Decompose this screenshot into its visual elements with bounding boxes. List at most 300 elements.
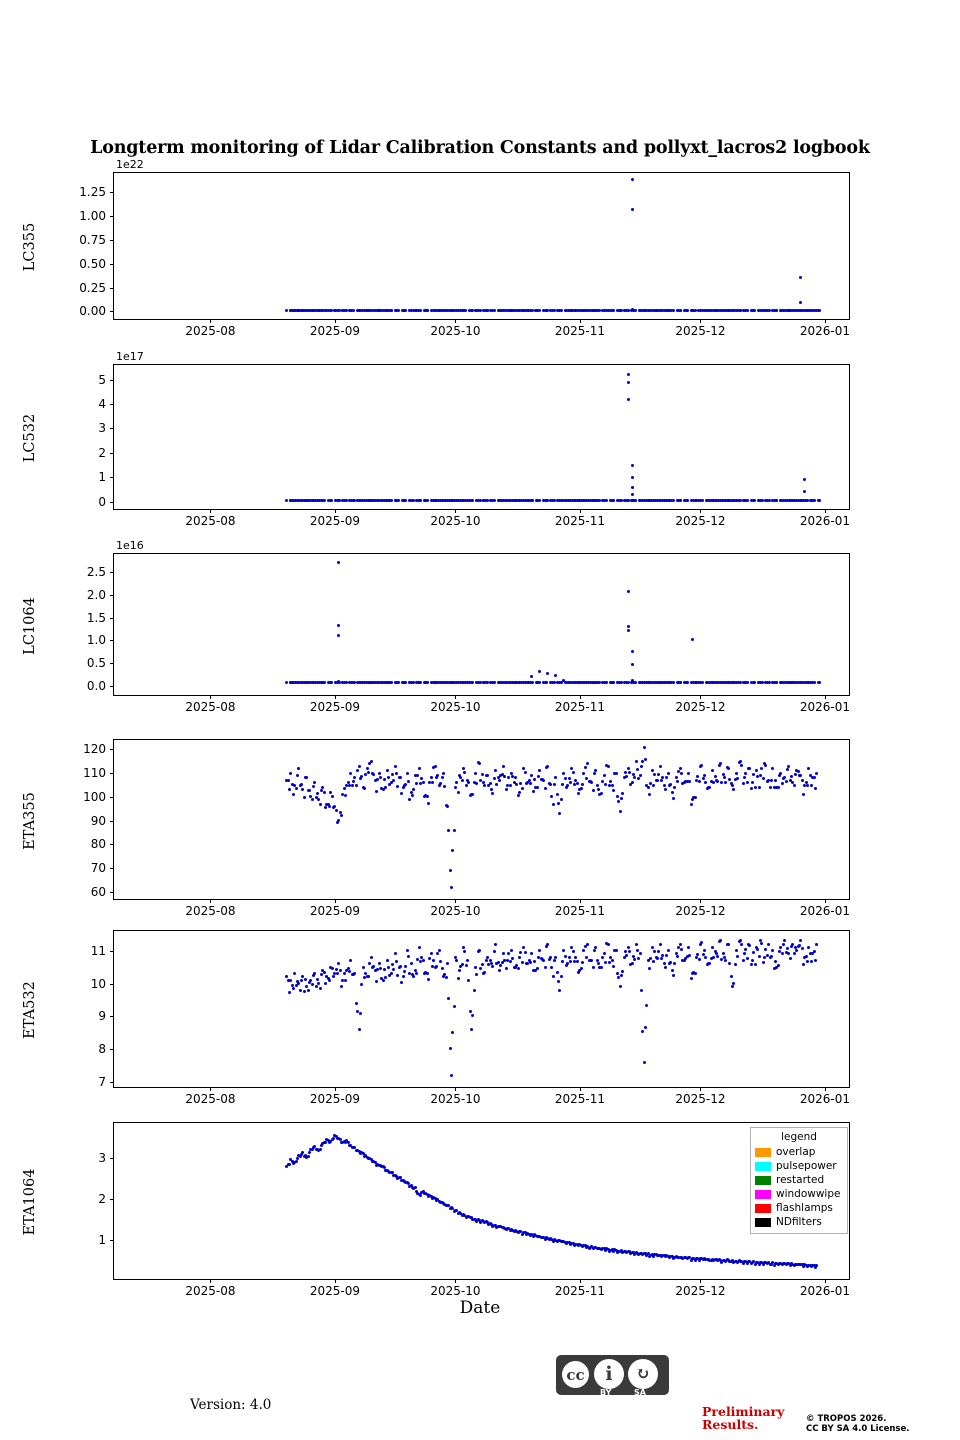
data-point [773,967,776,970]
data-point [485,774,488,777]
data-point [394,952,397,955]
y-tick-label: 0 [98,494,106,509]
data-point [702,953,705,956]
data-point [561,783,564,786]
data-point [810,960,813,963]
data-point [659,943,662,946]
data-point [631,486,634,489]
legend-swatch-windowwipe [755,1190,771,1199]
data-point [432,959,435,962]
data-point [473,989,476,992]
data-point [627,590,630,593]
data-point [657,773,660,776]
y-axis-label-lc532: LC532 [22,413,38,463]
data-point [304,978,307,981]
data-point [308,1151,311,1154]
data-point [522,767,525,770]
data-point [818,499,821,502]
plot-area-lc355 [114,173,849,319]
x-tick-label: 2025-09 [309,700,360,714]
data-point [777,786,780,789]
data-point [501,961,504,964]
data-point [479,499,482,502]
data-point [754,786,757,789]
data-point [475,973,478,976]
data-point [330,681,333,684]
data-point [601,956,604,959]
data-point [406,772,409,775]
data-point [287,779,290,782]
data-point [608,784,611,787]
data-point [471,499,474,502]
data-point [687,772,690,775]
data-point [360,983,363,986]
data-point [667,772,670,775]
data-point [631,208,634,211]
data-point [533,960,536,963]
y-tick-label: 2 [98,445,106,460]
data-point [568,777,571,780]
data-point [427,802,430,805]
data-point [400,981,403,984]
data-point [803,478,806,481]
data-point [740,943,743,946]
data-point [768,309,771,312]
y-tick-label: 3 [98,421,106,436]
data-point [736,777,739,780]
data-point [777,964,780,967]
x-tick-label: 2025-08 [185,514,236,528]
data-point [620,797,623,800]
data-point [584,766,587,769]
y-tick-label: 9 [98,1009,106,1024]
data-point [621,970,624,973]
data-point [292,793,295,796]
data-point [515,783,518,786]
data-point [790,945,793,948]
data-point [739,681,742,684]
data-point [752,951,755,954]
data-point [651,946,654,949]
data-point [620,499,623,502]
data-point [553,309,556,312]
cc-by-icon: i [594,1359,624,1389]
x-tick-mark [335,1279,336,1283]
data-point [708,962,711,965]
data-point [600,966,603,969]
data-point [774,779,777,782]
data-point [336,821,339,824]
data-point [490,788,493,791]
legend-title: legend [781,1131,817,1143]
data-point [509,960,512,963]
data-point [748,944,751,947]
data-point [616,972,619,975]
data-point [388,974,391,977]
y-tick-mark [110,773,114,774]
data-point [418,767,421,770]
y-tick-mark [110,686,114,687]
data-point [479,967,482,970]
data-point [809,774,812,777]
data-point [557,802,560,805]
y-tick-mark [110,595,114,596]
y-tick-label: 1.25 [79,185,106,200]
data-point [453,1005,456,1008]
legend-swatch-NDfilters [755,1218,771,1227]
data-point [651,769,654,772]
data-point [694,309,697,312]
data-point [742,782,745,785]
y-tick-mark [110,618,114,619]
y-tick-mark [110,1082,114,1083]
x-tick-mark [210,1087,211,1091]
y-tick-mark [110,572,114,573]
y-axis-label-lc1064: LC1064 [22,596,38,655]
data-point [648,967,651,970]
data-point [426,499,429,502]
data-point [289,979,292,982]
cc-sa-label: SA [634,1388,646,1397]
data-point [661,776,664,779]
data-point [653,773,656,776]
data-point [474,966,477,969]
data-point [288,1163,291,1166]
data-point [589,959,592,962]
data-point [416,774,419,777]
data-point [760,767,763,770]
data-point [359,1012,362,1015]
data-point [814,1266,817,1269]
data-point [404,965,407,968]
x-tick-mark [455,695,456,699]
data-point [378,772,381,775]
data-point [522,946,525,949]
data-point [691,638,694,641]
data-point [789,779,792,782]
y-tick-mark [110,264,114,265]
data-point [743,952,746,955]
data-point [316,792,319,795]
data-point [774,960,777,963]
data-point [640,989,643,992]
data-point [593,949,596,952]
data-point [723,776,726,779]
data-point [352,973,355,976]
data-point [762,961,765,964]
data-point [627,681,630,684]
data-point [454,786,457,789]
chart-panel-eta1064 [22,1122,850,1298]
data-point [761,681,764,684]
data-point [596,784,599,787]
data-point [768,681,771,684]
data-point [813,309,816,312]
data-point [560,309,563,312]
data-point [627,625,630,628]
data-point [531,681,534,684]
data-point [735,772,738,775]
data-point [285,975,288,978]
data-point [400,792,403,795]
data-point [436,952,439,955]
data-point [455,781,458,784]
data-point [786,768,789,771]
y-tick-mark [110,844,114,845]
data-point [387,966,390,969]
data-point [802,963,805,966]
data-point [554,674,557,677]
data-point [338,309,341,312]
data-point [315,985,318,988]
x-tick-label: 2025-11 [554,324,605,338]
data-point [422,781,425,784]
x-tick-mark [335,899,336,903]
x-tick-label: 2025-11 [554,1284,605,1298]
data-point [635,760,638,763]
data-point [288,991,291,994]
y-tick-label: 2.0 [86,587,106,602]
data-point [620,309,623,312]
x-tick-mark [455,1087,456,1091]
data-point [498,779,501,782]
x-tick-mark [580,695,581,699]
data-point [336,972,339,975]
data-point [344,979,347,982]
data-point [471,793,474,796]
data-point [746,309,749,312]
data-point [758,955,761,958]
data-point [608,961,611,964]
x-tick-label: 2025-11 [554,700,605,714]
logbook-legend [750,1127,848,1234]
data-point [399,776,402,779]
x-tick-mark [455,1279,456,1283]
data-point [656,957,659,960]
data-point [814,787,817,790]
data-point [728,778,731,781]
data-point [669,783,672,786]
data-point [514,776,517,779]
data-point [672,499,675,502]
data-point [612,681,615,684]
data-point [700,764,703,767]
data-point [397,499,400,502]
data-point [352,681,355,684]
data-point [511,957,514,960]
data-point [611,959,614,962]
data-point [558,812,561,815]
data-point [704,956,707,959]
data-point [598,309,601,312]
data-point [443,785,446,788]
data-point [570,767,573,770]
data-point [633,958,636,961]
data-point [451,1031,454,1034]
data-point [367,975,370,978]
x-tick-label: 2025-09 [309,904,360,918]
data-point [664,788,667,791]
data-point [743,776,746,779]
data-point [470,1028,473,1031]
x-tick-label: 2025-12 [675,324,726,338]
data-point [716,955,719,958]
data-point [477,950,480,953]
data-point [299,989,302,992]
data-point [807,767,810,770]
data-point [671,969,674,972]
x-tick-label: 2025-09 [309,324,360,338]
data-point [332,975,335,978]
x-tick-label: 2025-08 [185,1284,236,1298]
data-point [732,982,735,985]
data-point [807,946,810,949]
data-point [783,939,786,942]
data-point [660,779,663,782]
data-point [307,1155,310,1158]
data-point [386,959,389,962]
data-point [698,780,701,783]
data-point [544,966,547,969]
y-tick-label: 1.0 [86,633,106,648]
x-tick-label: 2026-01 [799,1092,850,1106]
data-point [779,946,782,949]
x-tick-mark [825,899,826,903]
y-tick-mark [110,749,114,750]
data-point [561,960,564,963]
data-point [379,967,382,970]
data-point [412,499,415,502]
data-point [442,772,445,775]
y-tick-label: 60 [90,884,106,899]
data-point [295,787,298,790]
data-point [395,772,398,775]
data-point [445,804,448,807]
data-point [330,499,333,502]
data-point [507,952,510,955]
data-point [643,746,646,749]
y-tick-label: 100 [83,789,106,804]
x-tick-mark [335,319,336,323]
data-point [307,989,310,992]
y-tick-label: 0.75 [79,232,106,247]
data-point [785,780,788,783]
data-point [673,962,676,965]
data-point [742,959,745,962]
data-point [355,1002,358,1005]
data-point [686,309,689,312]
data-point [495,783,498,786]
data-point [665,954,668,957]
data-point [746,781,749,784]
data-point [557,980,560,983]
data-point [755,769,758,772]
x-tick-mark [700,695,701,699]
data-point [319,987,322,990]
y-tick-label: 0.50 [79,256,106,271]
data-point [329,791,332,794]
data-point [686,681,689,684]
x-tick-label: 2026-01 [799,324,850,338]
y-axis-label-eta355: ETA355 [22,791,38,850]
data-point [451,849,454,852]
data-point [750,787,753,790]
data-point [538,949,541,952]
data-point [412,975,415,978]
data-point [753,681,756,684]
data-point [370,956,373,959]
data-point [412,788,415,791]
data-point [582,772,585,775]
axis-exponent-label: 1e22 [116,158,144,171]
data-point [338,681,341,684]
x-tick-label: 2025-12 [675,1284,726,1298]
data-point [481,963,484,966]
legend-item [755,1215,843,1229]
data-point [735,949,738,952]
y-tick-label: 3 [98,1150,106,1165]
data-point [505,788,508,791]
data-point [629,783,632,786]
data-point [320,1144,323,1147]
data-point [493,950,496,953]
x-tick-mark [455,319,456,323]
data-point [818,309,821,312]
data-point [530,774,533,777]
data-point [627,373,630,376]
y-tick-mark [110,821,114,822]
data-point [293,972,296,975]
x-tick-label: 2025-12 [675,904,726,918]
data-point [313,781,316,784]
data-point [483,784,486,787]
data-point [637,777,640,780]
data-point [446,962,449,965]
data-point [390,309,393,312]
data-point [331,795,334,798]
data-point [688,954,691,957]
data-point [714,775,717,778]
data-point [667,949,670,952]
data-point [786,947,789,950]
data-point [466,959,469,962]
data-point [335,968,338,971]
data-point [517,967,520,970]
data-point [770,955,773,958]
data-point [790,775,793,778]
copyright-line-2: CC BY SA 4.0 License. [806,1424,910,1434]
data-point [603,952,606,955]
data-point [337,624,340,627]
legend-item-label: flashlamps [776,1202,833,1214]
data-point [419,681,422,684]
data-point [351,784,354,787]
data-point [463,771,466,774]
data-point [312,974,315,977]
y-tick-label: 120 [83,742,106,757]
data-point [319,1148,322,1151]
data-point [337,962,340,965]
data-point [524,951,527,954]
x-tick-mark [825,319,826,323]
x-tick-label: 2025-08 [185,904,236,918]
data-point [415,782,418,785]
data-point [340,985,343,988]
data-point [407,955,410,958]
data-point [597,962,600,965]
data-point [384,976,387,979]
data-point [328,979,331,982]
